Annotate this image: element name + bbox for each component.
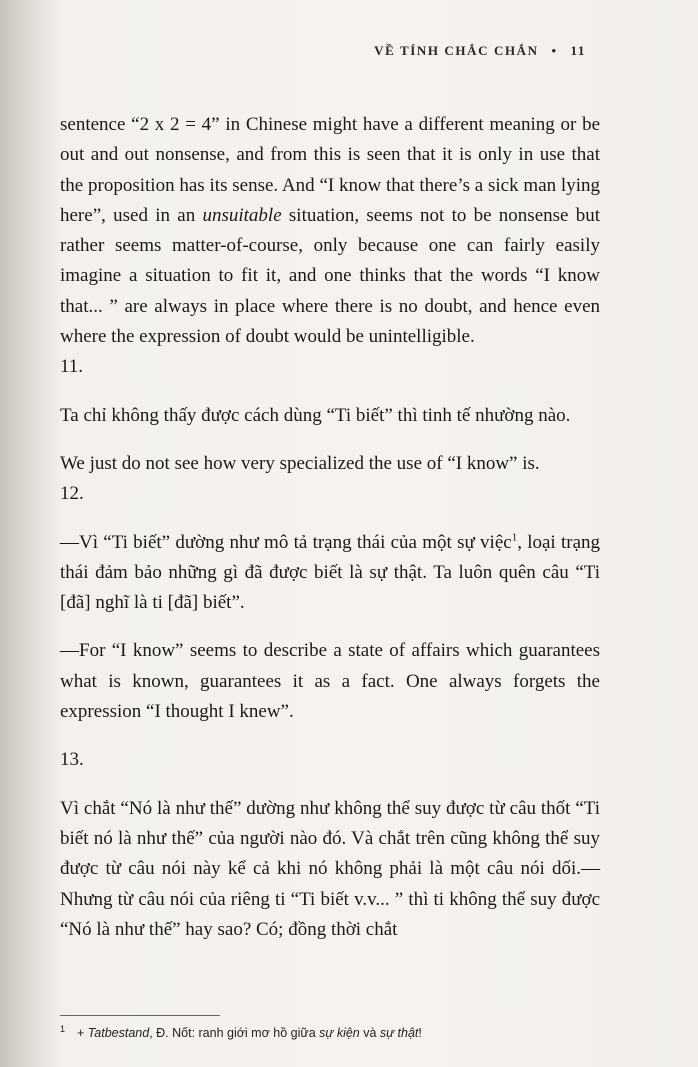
- running-title: VỀ TÍNH CHẮC CHẮN: [374, 43, 539, 58]
- paragraph-continuation: sentence “2 x 2 = 4” in Chinese might have a different meaning or be out and out nonsense, and from this is seen that it is only in use that the proposition has its sense. And “I know that there’s a sick man lying here”, used in an unsuitable situation, seems not to be nonsense but rather seems matter-of-course, only because one can fairly easily imagine a situation to fit it, and one thinks that the words “I know that... ” are always in place where there is no doubt, and hence even where the expression of doubt would be unintelligible.: [60, 114, 600, 348]
- paragraph-12-vietnamese: —Vì “Ti biết” dường như mô tả trạng thái của một sự việc$^1$, loại trạng thái đảm bảo những gì đã được biết là sự thật. Ta luôn quên câu “Ti [đã] nghĩ là ti [đã] biết”.: [60, 531, 600, 614]
- footnote-term: Tatbestand: [87, 1026, 150, 1041]
- footnote-mark: 1: [60, 1024, 66, 1034]
- gutter-shadow: [0, 0, 60, 1067]
- section-number-11: 11.: [60, 356, 84, 378]
- paragraph-11-english: We just do not see how very specialized the use of “I know” is.: [60, 452, 540, 474]
- paragraph-12-english: —For “I know” seems to describe a state of affairs which guarantees what is known, guarantees it as a fact. One always forgets the expression “I thought I knew”.: [60, 640, 600, 723]
- footnote: $^1$ + Tatbestand, Đ. Nốt: ranh giới mơ hồ giữa sự kiện và sự thật!: [60, 1024, 422, 1041]
- paragraph-11-vietnamese: Ta chỉ không thấy được cách dùng “Ti biết” thì tinh tế nhường nào.: [60, 404, 571, 426]
- body-text: [60, 110, 600, 945]
- running-header: [374, 43, 586, 59]
- emphasis-unsuitable: unsuitable: [202, 204, 282, 226]
- page-number: 11: [570, 43, 586, 58]
- footnote-ref[interactable]: 1: [511, 531, 518, 544]
- section-number-12: 12.: [60, 483, 84, 505]
- paragraph-13-vietnamese: Vì chắt “Nó là như thế” dường như không thể suy được từ câu thốt “Ti biết nó là như thế” của người nào đó. Và chắt trên cũng không thể suy được từ câu nói này kể cả khi nó không phải là một câu nói dối.—Nhưng từ câu nói của riêng ti “Ti biết v.v... ” thì ti không thể suy được “Nó là như thế” hay sao? Có; đồng thời chắt: [60, 797, 600, 940]
- header-bullet: •: [551, 43, 558, 58]
- section-number-13: 13.: [60, 749, 84, 771]
- footnote-divider: [60, 1015, 220, 1016]
